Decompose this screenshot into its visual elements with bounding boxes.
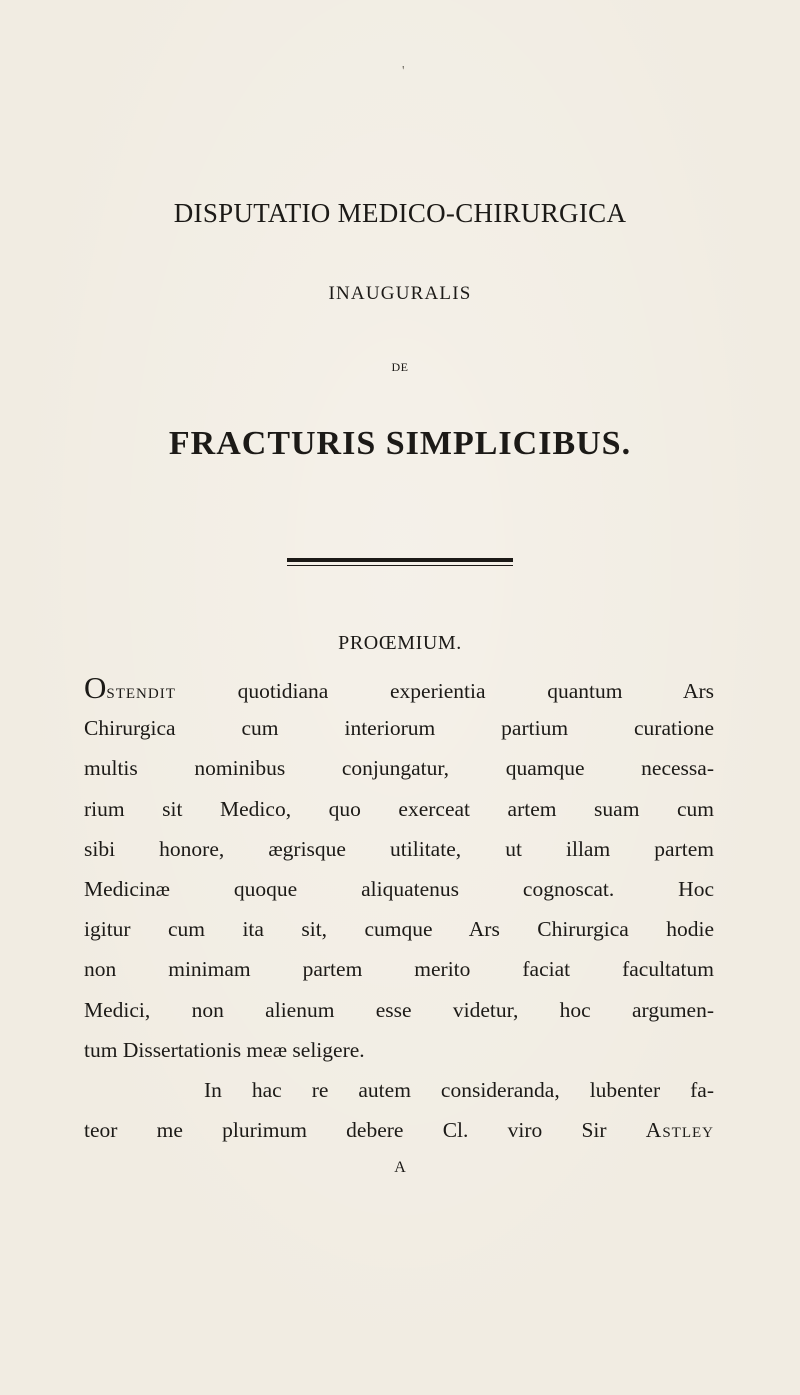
section-heading: PROŒMIUM. <box>338 632 462 654</box>
body-line: rium sit Medico, quo exerceat artem suam cum <box>84 796 714 821</box>
first-word-rest: stendit <box>106 679 176 703</box>
line-1-rest: quotidiana experientia quantum Ars <box>237 679 714 703</box>
rule-thick <box>287 558 513 562</box>
body-line <box>84 1110 714 1150</box>
body-line: Medici, non alienum esse videtur, hoc argumen- <box>84 997 714 1022</box>
title-line-3: DE <box>391 360 409 374</box>
page-mark: ' <box>402 64 405 79</box>
title-line-2: INAUGURALIS <box>328 283 472 304</box>
drop-cap: O <box>84 670 107 705</box>
title-line-1: DISPUTATIO MEDICO-CHIRURGICA <box>173 198 627 228</box>
title-line-4: FRACTURIS SIMPLICIBUS. <box>168 425 632 462</box>
para2-line-2-start: teor me plurimum debere Cl. viro Sir <box>84 1118 607 1143</box>
body-line: igitur cum ita sit, cumque Ars Chirurgica hodie <box>84 917 714 942</box>
para2-line-1: In hac re autem consideranda, lubenter fa- <box>203 1077 714 1102</box>
body-text <box>84 668 714 1150</box>
body-line: sibi honore, ægrisque utilitate, ut illam partem <box>84 836 714 861</box>
body-line: non minimam partem merito faciat facultatum <box>84 957 714 982</box>
person-name: Astley <box>645 1118 714 1143</box>
signature-mark: A <box>394 1159 406 1176</box>
body-line: multis nominibus conjungatur, quamque necessa- <box>84 756 714 781</box>
body-line <box>84 668 714 708</box>
rule-thin <box>287 565 513 566</box>
body-line <box>84 1070 714 1110</box>
body-line: tum Dissertationis meæ seligere. <box>84 1037 365 1062</box>
body-line: Medicinæ quoque aliquatenus cognoscat. Hoc <box>84 876 714 901</box>
double-rule-divider <box>287 558 513 566</box>
body-line: Chirurgica cum interiorum partium curatione <box>84 716 714 741</box>
